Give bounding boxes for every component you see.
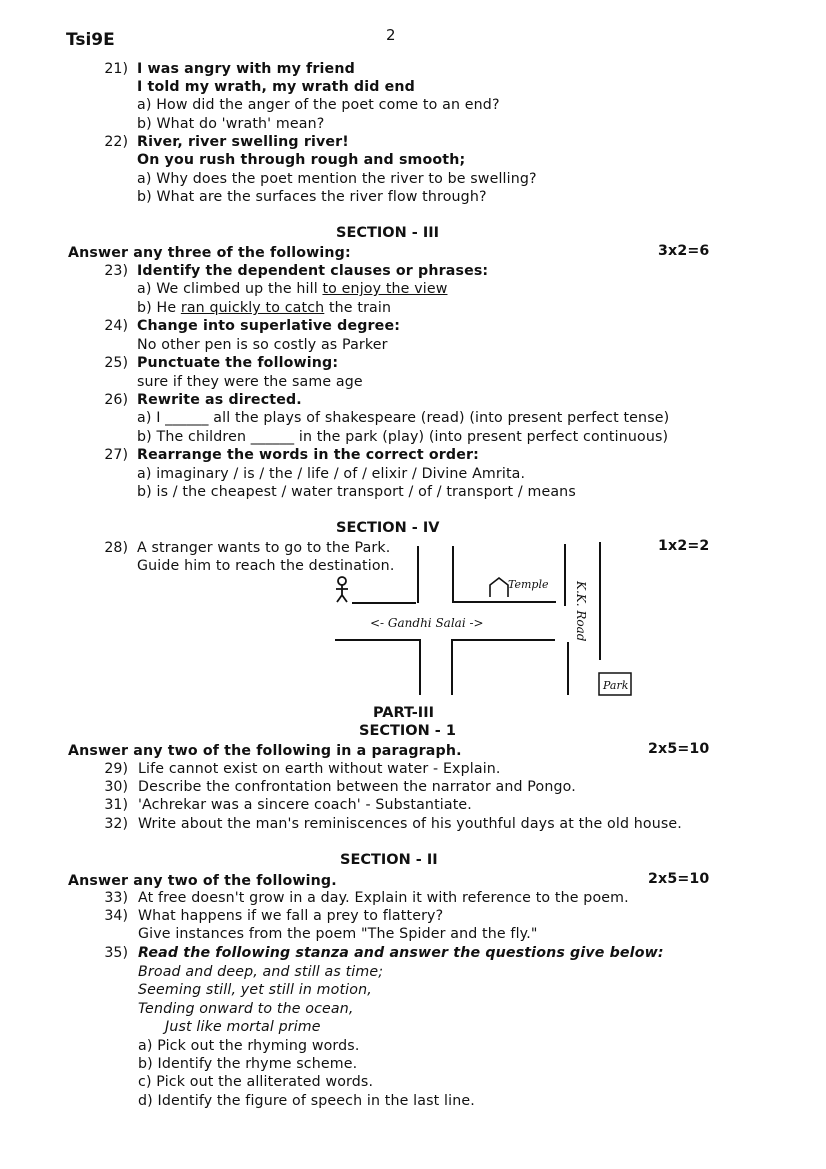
question-text: What happens if we fall a prey to flattery? [138, 908, 444, 924]
paper-code: Tsi9E [66, 30, 115, 50]
question-number: 32) [104, 816, 128, 832]
sentence-part: the train [324, 300, 392, 316]
sub-question: a) How did the anger of the poet come to an end? [137, 97, 500, 113]
sub-question: a) imaginary / is / the / life / of / elixir / Divine Amrita. [137, 466, 526, 482]
temple-icon [490, 578, 508, 597]
poem-line: On you rush through rough and smooth; [137, 152, 466, 168]
sub-question: b) What are the surfaces the river flow through? [137, 189, 487, 205]
question-text: Guide him to reach the destination. [137, 558, 395, 574]
temple-label: Temple [508, 578, 549, 591]
question-number: 27) [104, 447, 128, 463]
road-line [453, 546, 556, 602]
question-number: 26) [104, 392, 128, 408]
sub-question: b) is / the cheapest / water transport / of / transport / means [137, 484, 576, 500]
question-title: Change into superlative degree: [137, 318, 401, 334]
side-road-label: K.K. Road [574, 581, 588, 642]
sub-question: b) Identify the rhyme scheme. [138, 1056, 358, 1072]
question-number: 25) [104, 355, 128, 371]
question-text: A stranger wants to go to the Park. [137, 540, 391, 556]
section-marks: 1x2=2 [658, 538, 710, 554]
park-box [599, 673, 631, 695]
section-marks: 2x5=10 [648, 871, 710, 887]
sub-question [137, 280, 447, 298]
question-title: Punctuate the following: [137, 355, 339, 371]
question-title: Rearrange the words in the correct order: [137, 447, 479, 463]
poem-line: River, river swelling river! [137, 134, 349, 150]
question-text: Write about the man's reminiscences of his youthful days at the old house. [138, 816, 682, 832]
park-label: Park [603, 679, 629, 692]
section-marks: 2x5=10 [648, 741, 710, 757]
section-title: SECTION - IV [336, 520, 440, 536]
question-number: 31) [104, 797, 128, 813]
stanza-line: Just like mortal prime [165, 1019, 321, 1035]
question-text: 'Achrekar was a sincere coach' - Substantiate. [138, 797, 472, 813]
question-text: No other pen is so costly as Parker [137, 337, 388, 353]
road-line [335, 640, 420, 695]
poem-line: I told my wrath, my wrath did end [137, 79, 415, 95]
question-text: At free doesn't grow in a day. Explain it with reference to the poem. [138, 890, 629, 906]
sub-question: a) Why does the poet mention the river to be swelling? [137, 171, 537, 187]
sentence-part: b) He [137, 300, 181, 316]
sub-question: b) The children ______ in the park (play) (into present perfect continuous) [137, 429, 669, 445]
stanza-line: Broad and deep, and still as time; [138, 964, 384, 980]
section-title: SECTION - II [340, 852, 438, 868]
question-number: 33) [104, 890, 128, 906]
question-text: Give instances from the poem "The Spider and the fly." [138, 926, 538, 942]
section-instruction: Answer any two of the following. [68, 873, 337, 889]
question-number: 24) [104, 318, 128, 334]
stanza-line: Tending onward to the ocean, [138, 1001, 354, 1017]
question-number: 28) [104, 540, 128, 556]
main-road-label: <- Gandhi Salai -> [370, 616, 484, 630]
question-number: 34) [104, 908, 128, 924]
underlined-phrase: ran quickly to catch [180, 300, 325, 316]
question-number: 29) [104, 761, 128, 777]
underlined-phrase: to enjoy the view [322, 281, 448, 297]
question-text: Describe the confrontation between the narrator and Pongo. [138, 779, 576, 795]
section-instruction: Answer any three of the following: [68, 245, 351, 261]
question-title: Identify the dependent clauses or phrases: [137, 263, 489, 279]
section-marks: 3x2=6 [658, 243, 710, 259]
question-text: Life cannot exist on earth without water - Explain. [138, 761, 501, 777]
sentence-part: a) We climbed up the hill [137, 281, 323, 297]
question-title: Rewrite as directed. [137, 392, 302, 408]
question-number: 30) [104, 779, 128, 795]
question-number: 23) [104, 263, 128, 279]
sub-question [137, 299, 391, 317]
question-text: sure if they were the same age [137, 374, 363, 390]
sub-question: d) Identify the figure of speech in the last line. [138, 1093, 475, 1109]
question-number: 35) [104, 945, 128, 961]
poem-line: I was angry with my friend [137, 61, 355, 77]
question-title: Read the following stanza and answer the questions give below: [138, 945, 664, 961]
sub-question: a) Pick out the rhyming words. [138, 1038, 360, 1054]
section-title: SECTION - III [336, 225, 440, 241]
sub-question: a) I ______ all the plays of shakespeare (read) (into present perfect tense) [137, 410, 670, 426]
question-number: 21) [104, 61, 128, 77]
road-line [452, 640, 555, 695]
stanza-line: Seeming still, yet still in motion, [138, 982, 372, 998]
person-icon [336, 577, 348, 602]
section-instruction: Answer any two of the following in a paragraph. [68, 743, 462, 759]
sub-question: b) What do 'wrath' mean? [137, 116, 325, 132]
part-title: PART-III [373, 705, 434, 721]
section-title: SECTION - 1 [359, 723, 456, 739]
page-number: 2 [386, 26, 396, 44]
sub-question: c) Pick out the alliterated words. [138, 1074, 374, 1090]
question-number: 22) [104, 134, 128, 150]
